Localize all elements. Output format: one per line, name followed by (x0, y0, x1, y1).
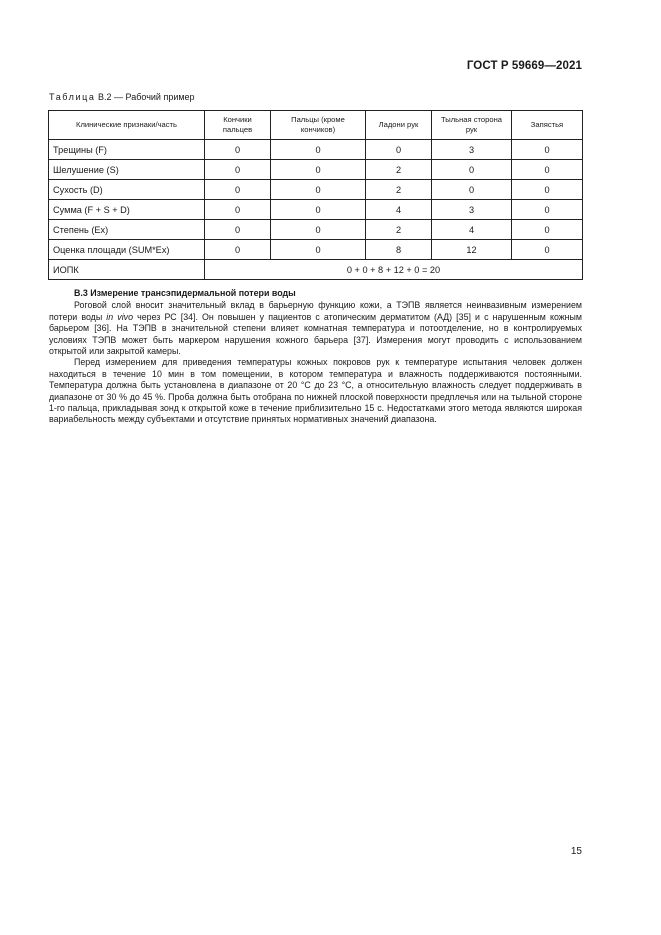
column-header: Тыльная сторона рук (432, 111, 512, 140)
table-cell: 0 (271, 140, 366, 160)
table-row (49, 140, 583, 160)
table-cell: 0 (432, 160, 512, 180)
table-cell: 0 (271, 160, 366, 180)
paragraph-1 (49, 300, 582, 357)
table-row (49, 200, 583, 220)
total-value: 0 + 0 + 8 + 12 + 0 = 20 (205, 260, 583, 280)
table-cell: 3 (432, 200, 512, 220)
paragraph-1-start: Роговой слой вносит значительный вклад в барьерную функцию кожи, а ТЭПВ является неинвазивным измерением потери воды (49, 300, 582, 322)
table-cell: 12 (432, 240, 512, 260)
row-label: Оценка площади (SUM*Ex) (49, 240, 205, 260)
paragraph-2: Перед измерением для приведения температуры кожных покровов рук к температуре испытания человек должен находиться в течение 10 мин в том помещении, в котором температура и влажность поддерживаются постоянными. Температура должна быть установлена в диапазоне от 20 °С до 23 °С, а относительную влажность следует поддерживать в диапазоне от 30 % до 45 %. Проба должна быть отобрана по нижней плоской поверхности предплечья или на тыльной стороне 1-го пальца, прикладывая зонд к открытой коже в течение приблизительно 15 с. Недостатками этого метода являются широкая вариабельность между субъектами и отсутствие принятых нормативных значений диапазона. (49, 357, 582, 425)
column-header: Клинические признаки/часть (49, 111, 205, 140)
example-table (48, 110, 583, 280)
table-header-row (49, 111, 583, 140)
table-cell: 8 (366, 240, 432, 260)
column-header: Пальцы (кроме кончиков) (271, 111, 366, 140)
table-row (49, 160, 583, 180)
document-standard-number: ГОСТ Р 59669—2021 (466, 60, 582, 72)
section-b3 (49, 288, 582, 426)
page-number: 15 (570, 846, 582, 857)
table-cell: 2 (366, 160, 432, 180)
paragraph-1-end: через РС [34]. Он повышен у пациентов с атопическим дерматитом (АД) [35] и с нарушенным кожным барьером [36]. На ТЭПВ в значительной степени влияет комнатная температура и потоотделение, но в контролируемых условиях ТЭПВ может быть маркером нарушения кожного барьера [37]. Измерения могут проводить с использованием открытой или закрытой камеры. (49, 311, 582, 357)
row-label: Сухость (D) (49, 180, 205, 200)
table-cell: 2 (366, 220, 432, 240)
table-cell: 0 (432, 180, 512, 200)
row-label: Сумма (F + S + D) (49, 200, 205, 220)
total-label: ИОПК (49, 260, 205, 280)
table-cell: 0 (271, 220, 366, 240)
table-cell: 0 (512, 240, 583, 260)
table-cell: 0 (205, 160, 271, 180)
column-header: Ладони рук (366, 111, 432, 140)
table-cell: 0 (512, 180, 583, 200)
table-cell: 0 (366, 140, 432, 160)
table-cell: 2 (366, 180, 432, 200)
table-cell: 0 (271, 180, 366, 200)
table-cell: 0 (512, 160, 583, 180)
table-cell: 3 (432, 140, 512, 160)
table-cell: 4 (432, 220, 512, 240)
table-cell: 0 (512, 200, 583, 220)
table-cell: 0 (205, 220, 271, 240)
table-cell: 0 (205, 200, 271, 220)
table-cell: 0 (205, 140, 271, 160)
table-cell: 0 (271, 200, 366, 220)
table-cell: 0 (205, 180, 271, 200)
table-cell: 0 (271, 240, 366, 260)
table-cell: 0 (512, 220, 583, 240)
table-total-row (49, 260, 583, 280)
table-cell: 0 (205, 240, 271, 260)
table-row (49, 220, 583, 240)
column-header: Кончики пальцев (205, 111, 271, 140)
table-row (49, 240, 583, 260)
table-caption-prefix: Таблица (49, 92, 96, 102)
table-caption (49, 92, 195, 102)
table-cell: 4 (366, 200, 432, 220)
row-label: Трещины (F) (49, 140, 205, 160)
table-row (49, 180, 583, 200)
section-heading: В.3 Измерение трансэпидермальной потери воды (74, 288, 296, 298)
column-header: Запястья (512, 111, 583, 140)
paragraph-1-italic: in vivo (106, 311, 134, 322)
row-label: Шелушение (S) (49, 160, 205, 180)
table-caption-title: В.2 — Рабочий пример (98, 92, 195, 102)
table-cell: 0 (512, 140, 583, 160)
row-label: Степень (Ex) (49, 220, 205, 240)
